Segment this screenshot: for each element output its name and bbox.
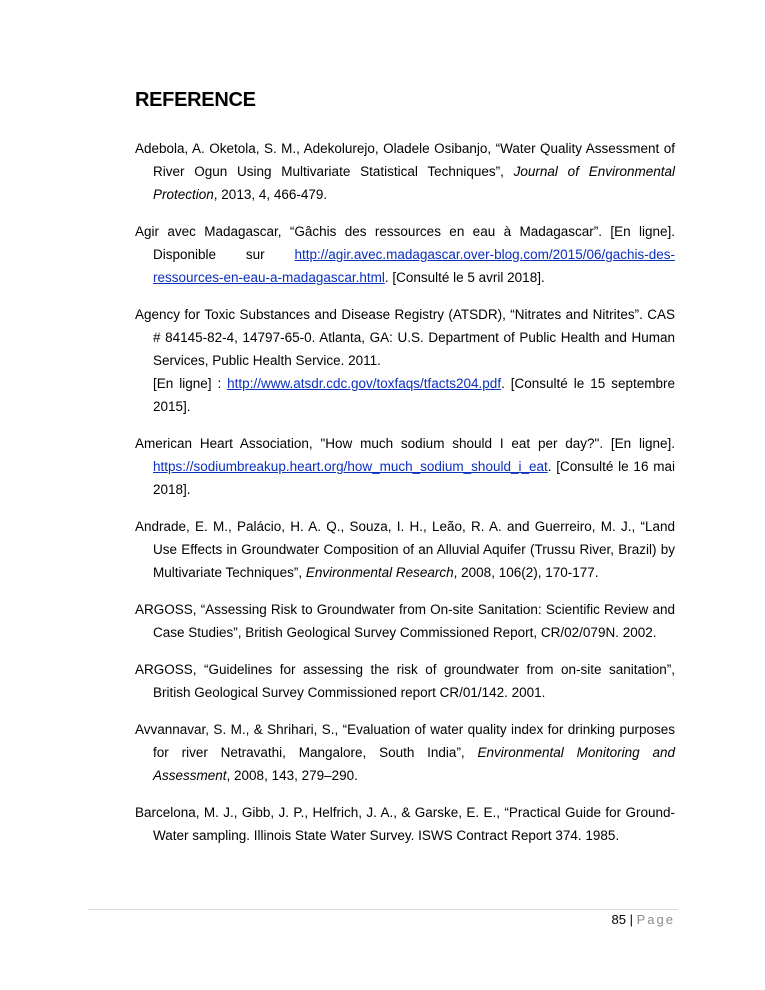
reference-text: Andrade, E. M., Palácio, H. A. Q., Souza, I. H., Leão, R. A. and Guerreiro, M. J., “Land Use Effects in Groundwater Composition of an Alluvial Aquifer (Trussu River, Brazil) by Multivariate Techniques”, <box>135 519 675 580</box>
reference-entry <box>135 718 675 787</box>
reference-text: [En ligne] : <box>153 376 228 391</box>
journal-title: Environmental Research <box>305 565 454 580</box>
footer-divider <box>88 909 678 910</box>
reference-text: American Heart Association, "How much sodium should I eat per day?". [En ligne]. <box>135 436 675 451</box>
reference-text: Adebola, A. Oketola, S. M., Adekolurejo, Oladele Osibanjo, “Water Quality Assessment of River Ogun Using Multivariate Statistical Techniques”, <box>135 141 675 179</box>
reference-entry <box>135 515 675 584</box>
reference-text: , 2008, 106(2), 170-177. <box>453 565 599 580</box>
reference-entry <box>135 598 675 644</box>
reference-text: . [Consulté le 5 avril 2018]. <box>384 270 545 285</box>
reference-text: Agir avec Madagascar, “Gâchis des ressources en eau à Madagascar”. [En ligne]. Disponible sur <box>135 224 675 262</box>
reference-entry <box>135 137 675 206</box>
reference-text: Barcelona, M. J., Gibb, J. P., Helfrich, J. A., & Garske, E. E., “Practical Guide for Ground-Water sampling. Illinois State Water Survey. ISWS Contract Report 374. 1985. <box>135 805 675 843</box>
reference-entry <box>135 658 675 704</box>
reference-text: . [Consulté le 15 septembre 2015]. <box>153 376 676 414</box>
page-number: 85 <box>611 912 626 927</box>
journal-title: Environmental Monitoring and Assessment <box>153 745 675 783</box>
reference-text: Agency for Toxic Substances and Disease Registry (ATSDR), “Nitrates and Nitrites”. CAS # 84145-82-4, 14797-65-0. Atlanta, GA: U.S. Department of Public Health and Human Services, Public Health Service. 2011. <box>135 307 675 368</box>
reference-text: , 2013, 4, 466-479. <box>213 187 328 202</box>
reference-text: , 2008, 143, 279–290. <box>226 768 358 783</box>
reference-text: ARGOSS, “Guidelines for assessing the risk of groundwater from on-site sanitation”, British Geological Survey Commissioned report CR/01/142. 2001. <box>135 662 675 700</box>
reference-entry <box>135 220 675 289</box>
reference-entry <box>135 432 675 501</box>
reference-entry <box>135 801 675 847</box>
reference-text: ARGOSS, “Assessing Risk to Groundwater from On-site Sanitation: Scientific Review and Case Studies”, British Geological Survey Commissioned Report, CR/02/079N. 2002. <box>135 602 675 640</box>
reference-entry <box>135 303 675 418</box>
reference-text: . [Consulté le 16 mai 2018]. <box>153 459 675 497</box>
reference-link[interactable]: http://www.atsdr.cdc.gov/toxfaqs/tfacts204.pdf <box>227 376 502 391</box>
page-footer <box>612 912 675 927</box>
page-title: REFERENCE <box>135 89 256 111</box>
footer-separator: | <box>629 912 633 927</box>
journal-title: Journal of Environmental Protection <box>153 164 675 202</box>
reference-link[interactable]: http://agir.avec.madagascar.over-blog.com/2015/06/gachis-des-ressources-en-eau-a-madagascar.html <box>153 247 675 285</box>
reference-list <box>135 137 675 861</box>
reference-link[interactable]: https://sodiumbreakup.heart.org/how_much_sodium_should_i_eat <box>153 459 548 474</box>
page-label: Page <box>636 912 675 927</box>
reference-text: Avvannavar, S. M., & Shrihari, S., “Evaluation of water quality index for drinking purposes for river Netravathi, Mangalore, South India”, <box>135 722 675 760</box>
